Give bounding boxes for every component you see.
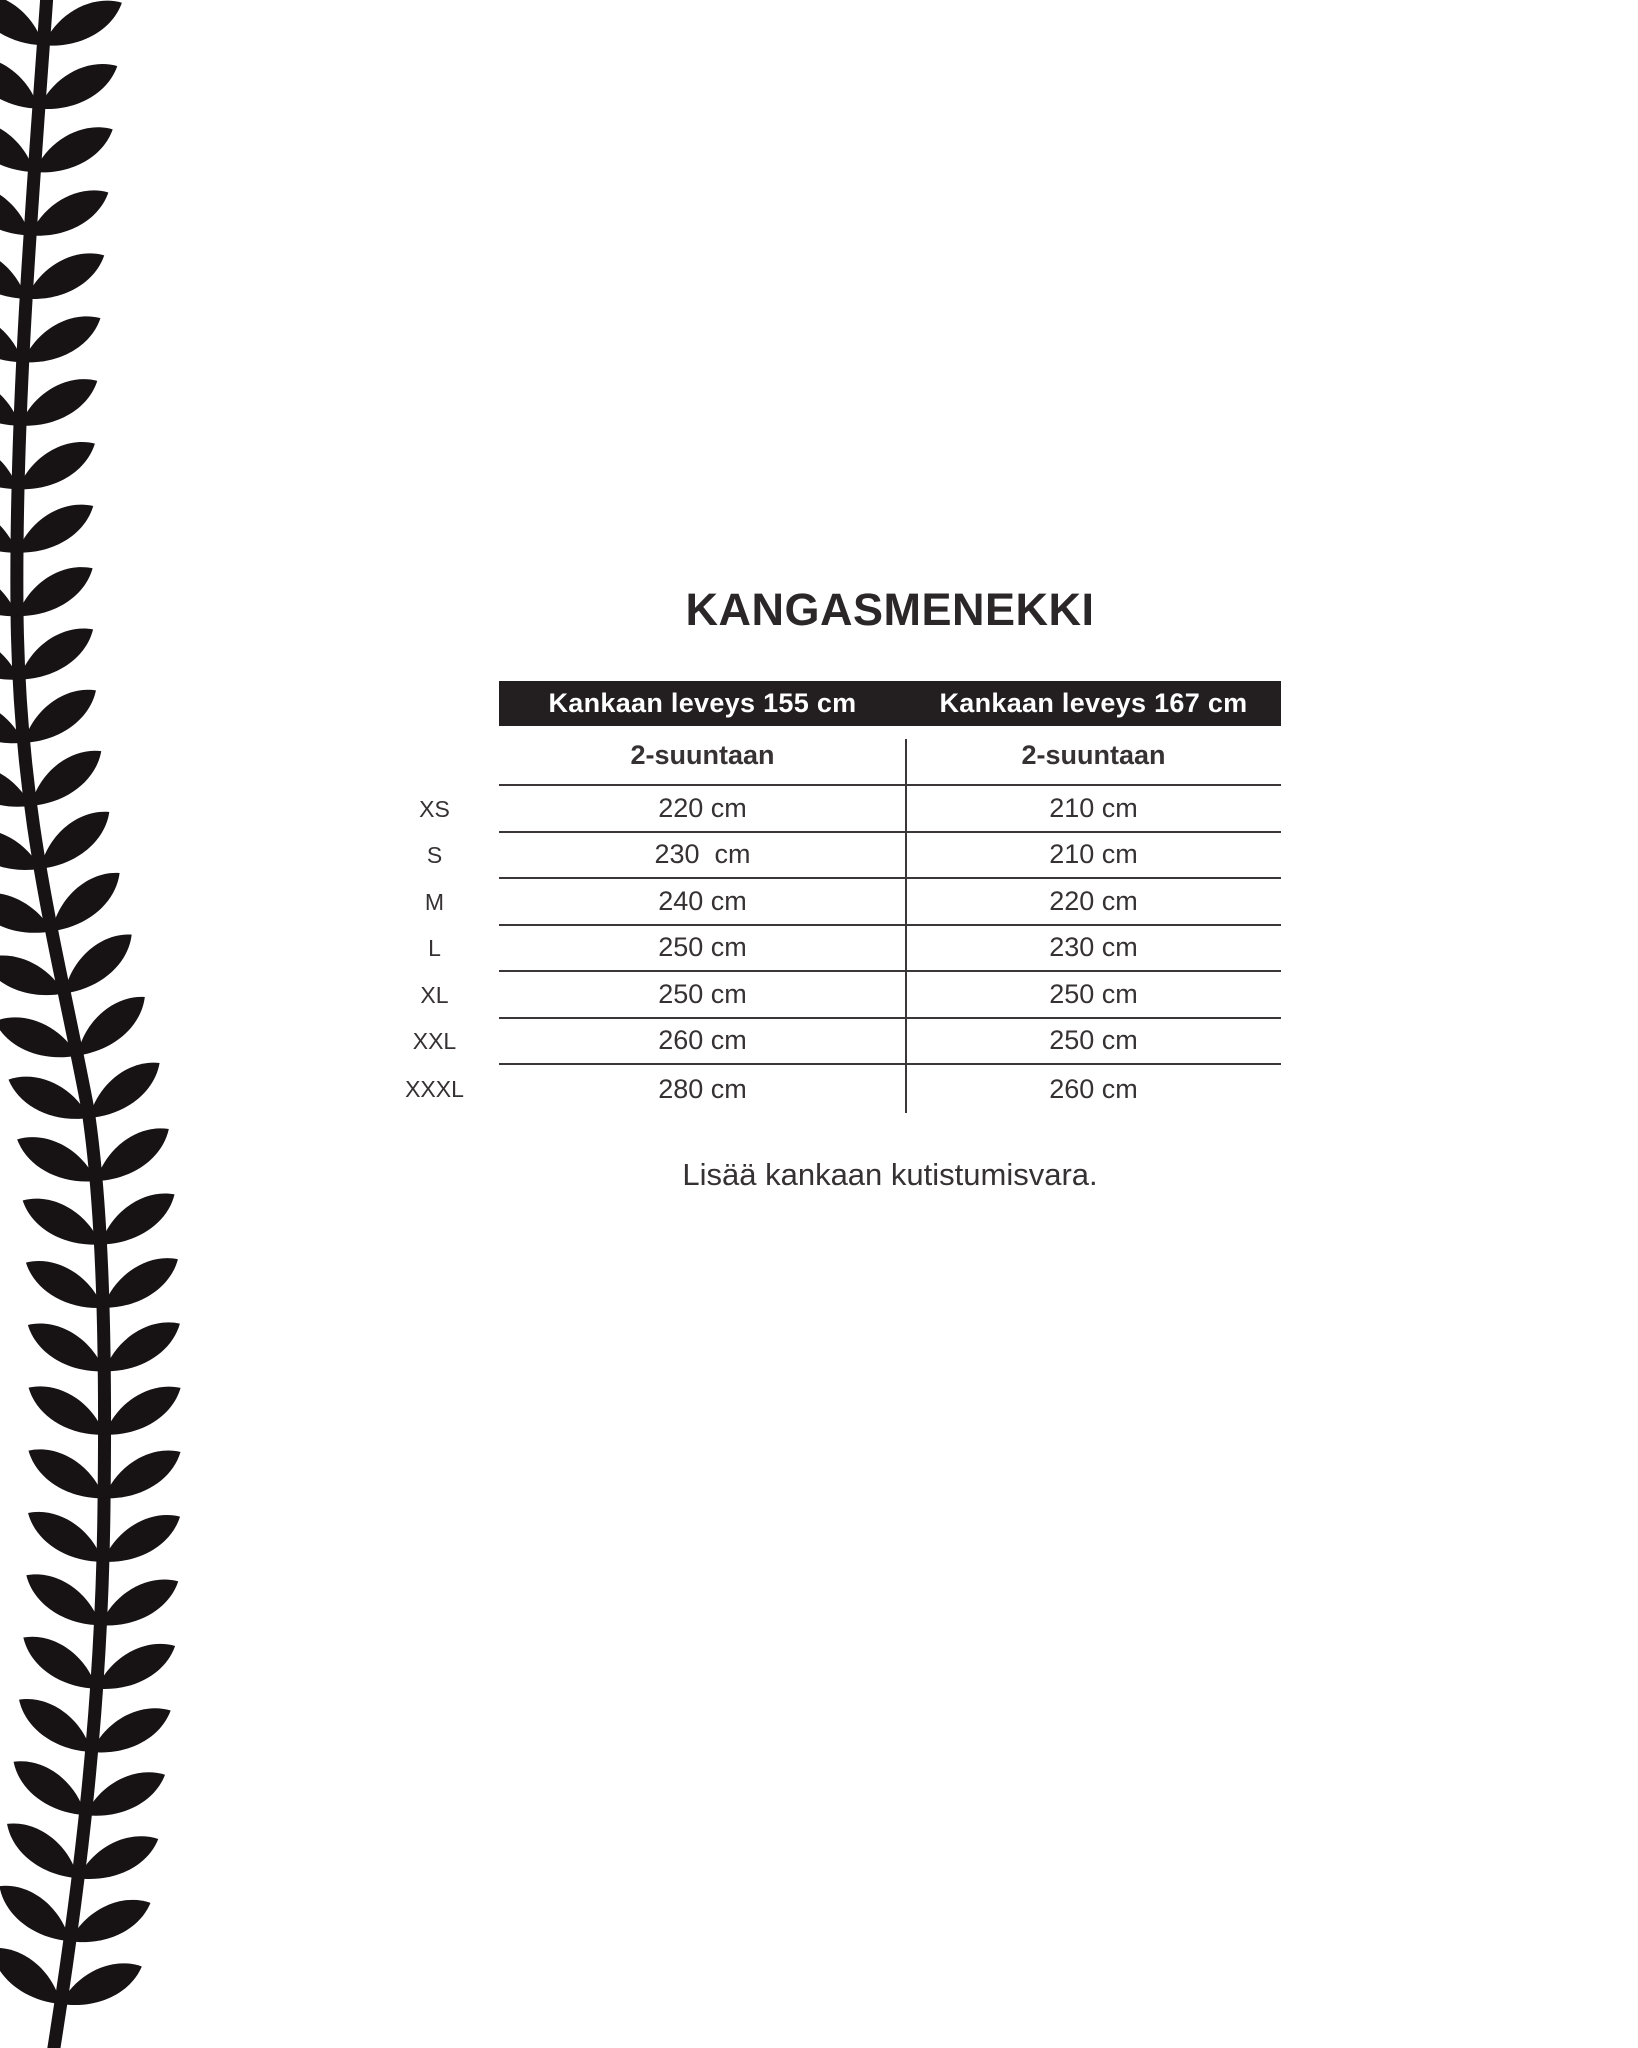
size-label: S [426,842,443,869]
table-row [370,1019,1281,1066]
subheader-spacer [370,726,499,786]
value-155cm: 260 cm [499,1019,906,1066]
value-167cm: 220 cm [906,879,1281,926]
table-row [370,926,1281,973]
size-label: XXL [412,1028,457,1055]
table-row [370,879,1281,926]
table-row [370,972,1281,1019]
subheader-2-suuntaan-col2: 2-suuntaan [906,726,1281,786]
value-167cm: 210 cm [906,786,1281,833]
value-155cm: 250 cm [499,926,906,973]
size-label: XS [419,795,450,822]
size-label: XXXL [405,1075,464,1102]
fabric-requirement-table [370,681,1281,1113]
table-row [370,786,1281,833]
value-155cm: 220 cm [499,786,906,833]
value-155cm: 250 cm [499,972,906,1019]
value-155cm: 280 cm [658,1073,747,1104]
leaf-vine-decoration [0,0,240,2048]
value-167cm: 210 cm [906,833,1281,880]
value-167cm: 230 cm [906,926,1281,973]
table-rows [370,786,1281,1113]
page-title: KANGASMENEKKI [685,584,1095,635]
value-155cm: 240 cm [499,879,906,926]
table-header-row [370,681,1281,726]
table-row [370,833,1281,880]
table-subheader-row [370,726,1281,786]
value-167cm: 250 cm [906,1019,1281,1066]
shrinkage-note: Lisää kankaan kutistumisvara. [682,1157,1098,1192]
subheader-2-suuntaan-col1: 2-suuntaan [499,726,906,786]
column-divider-line [905,739,907,1113]
value-167cm: 260 cm [1049,1073,1138,1104]
value-167cm: 250 cm [906,972,1281,1019]
size-label: M [424,888,445,915]
table-row [370,1065,1281,1113]
column-header-155cm: Kankaan leveys 155 cm [548,688,857,718]
value-155cm: 230 cm [499,833,906,880]
table-header-bar [499,681,1281,726]
column-header-167cm: Kankaan leveys 167 cm [939,688,1248,718]
size-label: XL [420,981,449,1008]
size-label: L [428,935,441,962]
